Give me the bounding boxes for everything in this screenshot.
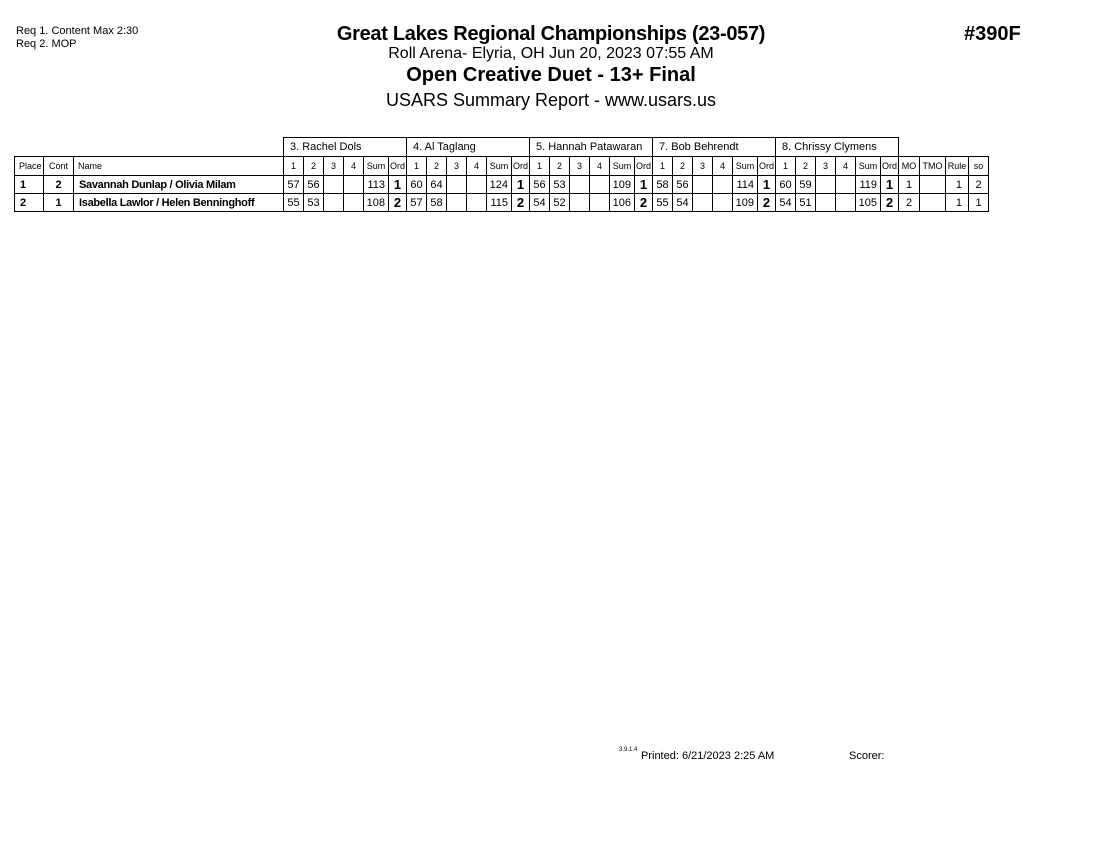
col-header-judge1-0: 1	[407, 157, 427, 176]
judge1-s2-cell: 58	[427, 194, 447, 212]
software-version: 3.9.1.4	[619, 747, 638, 753]
col-header-judge4-1: 2	[796, 157, 816, 176]
mo-cell: 2	[899, 194, 920, 212]
col-header-judge4-5: Ord	[881, 157, 899, 176]
judge0-sum-cell: 108	[364, 194, 389, 212]
col-header-judge0-2: 3	[324, 157, 344, 176]
judge0-s3-cell	[324, 176, 344, 194]
judge3-sum-cell: 109	[733, 194, 758, 212]
col-header-judge2-4: Sum	[610, 157, 635, 176]
col-header-judge4-4: Sum	[856, 157, 881, 176]
col-header-judge4-0: 1	[776, 157, 796, 176]
judge3-s2-cell: 54	[673, 194, 693, 212]
contestant-number-cell: 1	[44, 194, 74, 212]
judge-name: 5. Hannah Patawaran	[530, 138, 653, 157]
judge3-s4-cell	[713, 176, 733, 194]
col-header-judge3-4: Sum	[733, 157, 758, 176]
judge0-s2-cell: 56	[304, 176, 324, 194]
judge-name: 3. Rachel Dols	[284, 138, 407, 157]
judge3-sum-cell: 114	[733, 176, 758, 194]
event-name: Open Creative Duet - 13+ Final	[406, 64, 696, 86]
event-number: #390F	[964, 23, 1021, 45]
place-cell: 1	[15, 176, 44, 194]
col-header-mo: MO	[899, 157, 920, 176]
judge1-sum-cell: 124	[487, 176, 512, 194]
contestant-number-cell: 2	[44, 176, 74, 194]
judge4-s2-cell: 51	[796, 194, 816, 212]
col-header-name: Name	[74, 157, 284, 176]
judge1-s1-cell: 60	[407, 176, 427, 194]
judge4-sum-cell: 119	[856, 176, 881, 194]
col-header-so: so	[969, 157, 989, 176]
judge4-s1-cell: 60	[776, 176, 796, 194]
judge2-sum-cell: 109	[610, 176, 635, 194]
col-header-judge2-2: 3	[570, 157, 590, 176]
judge0-ord-cell: 2	[389, 194, 407, 212]
judge3-s1-cell: 58	[653, 176, 673, 194]
col-header-judge0-3: 4	[344, 157, 364, 176]
judge-header-row	[15, 138, 989, 157]
judge0-s4-cell	[344, 176, 364, 194]
competition-title: Great Lakes Regional Championships (23-057)	[336, 23, 766, 45]
col-header-judge0-0: 1	[284, 157, 304, 176]
judge1-s3-cell	[447, 176, 467, 194]
rule-cell: 1	[946, 176, 969, 194]
col-header-judge2-1: 2	[550, 157, 570, 176]
judge3-s1-cell: 55	[653, 194, 673, 212]
skater-name-cell: Savannah Dunlap / Olivia Milam	[74, 176, 284, 194]
judge3-s4-cell	[713, 194, 733, 212]
col-header-judge2-5: Ord	[635, 157, 653, 176]
judge2-sum-cell: 106	[610, 194, 635, 212]
judge2-s3-cell	[570, 176, 590, 194]
judge4-s2-cell: 59	[796, 176, 816, 194]
rule-cell: 1	[946, 194, 969, 212]
judge2-s3-cell	[570, 194, 590, 212]
column-header-row	[15, 157, 989, 176]
judge1-s3-cell	[447, 194, 467, 212]
place-cell: 2	[15, 194, 44, 212]
judge4-s4-cell	[836, 176, 856, 194]
judge0-s4-cell	[344, 194, 364, 212]
table-row	[15, 194, 989, 212]
judge-name: 7. Bob Behrendt	[653, 138, 776, 157]
judge3-s3-cell	[693, 176, 713, 194]
judge1-ord-cell: 2	[512, 194, 530, 212]
judge2-ord-cell: 2	[635, 194, 653, 212]
printed-timestamp: Printed: 6/21/2023 2:25 AM	[641, 750, 775, 762]
col-header-judge1-3: 4	[467, 157, 487, 176]
judge0-sum-cell: 113	[364, 176, 389, 194]
col-header-judge0-4: Sum	[364, 157, 389, 176]
judge3-s2-cell: 56	[673, 176, 693, 194]
judge2-s1-cell: 56	[530, 176, 550, 194]
judge2-ord-cell: 1	[635, 176, 653, 194]
judge1-ord-cell: 1	[512, 176, 530, 194]
judge4-s1-cell: 54	[776, 194, 796, 212]
judge-name: 8. Chrissy Clymens	[776, 138, 899, 157]
scorer-label: Scorer:	[849, 750, 885, 762]
judge0-s2-cell: 53	[304, 194, 324, 212]
judge4-s4-cell	[836, 194, 856, 212]
col-header-cont: Cont	[44, 157, 74, 176]
so-cell: 2	[969, 176, 989, 194]
judge0-s1-cell: 55	[284, 194, 304, 212]
venue-date: Roll Arena- Elyria, OH Jun 20, 2023 07:55 AM	[388, 45, 714, 62]
col-header-judge3-0: 1	[653, 157, 673, 176]
judge1-sum-cell: 115	[487, 194, 512, 212]
col-header-judge3-5: Ord	[758, 157, 776, 176]
judge2-s2-cell: 53	[550, 176, 570, 194]
table-row	[15, 176, 989, 194]
requirement-1: Req 1. Content Max 2:30	[16, 25, 139, 37]
judge4-ord-cell: 2	[881, 194, 899, 212]
judge2-s1-cell: 54	[530, 194, 550, 212]
col-header-judge3-2: 3	[693, 157, 713, 176]
judge1-s2-cell: 64	[427, 176, 447, 194]
judge0-s1-cell: 57	[284, 176, 304, 194]
tmo-cell	[920, 194, 946, 212]
col-header-judge1-1: 2	[427, 157, 447, 176]
judge0-s3-cell	[324, 194, 344, 212]
col-header-judge4-2: 3	[816, 157, 836, 176]
judge3-ord-cell: 1	[758, 176, 776, 194]
mo-cell: 1	[899, 176, 920, 194]
judge-name: 4. Al Taglang	[407, 138, 530, 157]
judge3-ord-cell: 2	[758, 194, 776, 212]
judge1-s4-cell	[467, 194, 487, 212]
col-header-judge2-0: 1	[530, 157, 550, 176]
judge0-ord-cell: 1	[389, 176, 407, 194]
requirement-2: Req 2. MOP	[16, 38, 77, 50]
col-header-judge0-5: Ord	[389, 157, 407, 176]
col-header-judge1-4: Sum	[487, 157, 512, 176]
col-header-judge2-3: 4	[590, 157, 610, 176]
tmo-cell	[920, 176, 946, 194]
judge4-s3-cell	[816, 194, 836, 212]
judge4-s3-cell	[816, 176, 836, 194]
judge2-s2-cell: 52	[550, 194, 570, 212]
judge2-s4-cell	[590, 194, 610, 212]
col-header-judge3-1: 2	[673, 157, 693, 176]
judge1-s4-cell	[467, 176, 487, 194]
col-header-judge3-3: 4	[713, 157, 733, 176]
col-header-place: Place	[15, 157, 44, 176]
judge2-s4-cell	[590, 176, 610, 194]
judge4-sum-cell: 105	[856, 194, 881, 212]
col-header-rule: Rule	[946, 157, 969, 176]
judge3-s3-cell	[693, 194, 713, 212]
report-title: USARS Summary Report - www.usars.us	[385, 90, 717, 110]
col-header-judge4-3: 4	[836, 157, 856, 176]
col-header-judge1-5: Ord	[512, 157, 530, 176]
col-header-tmo: TMO	[920, 157, 946, 176]
judge4-ord-cell: 1	[881, 176, 899, 194]
so-cell: 1	[969, 194, 989, 212]
col-header-judge1-2: 3	[447, 157, 467, 176]
judge1-s1-cell: 57	[407, 194, 427, 212]
col-header-judge0-1: 2	[304, 157, 324, 176]
skater-name-cell: Isabella Lawlor / Helen Benninghoff	[74, 194, 284, 212]
results-table	[14, 137, 989, 212]
